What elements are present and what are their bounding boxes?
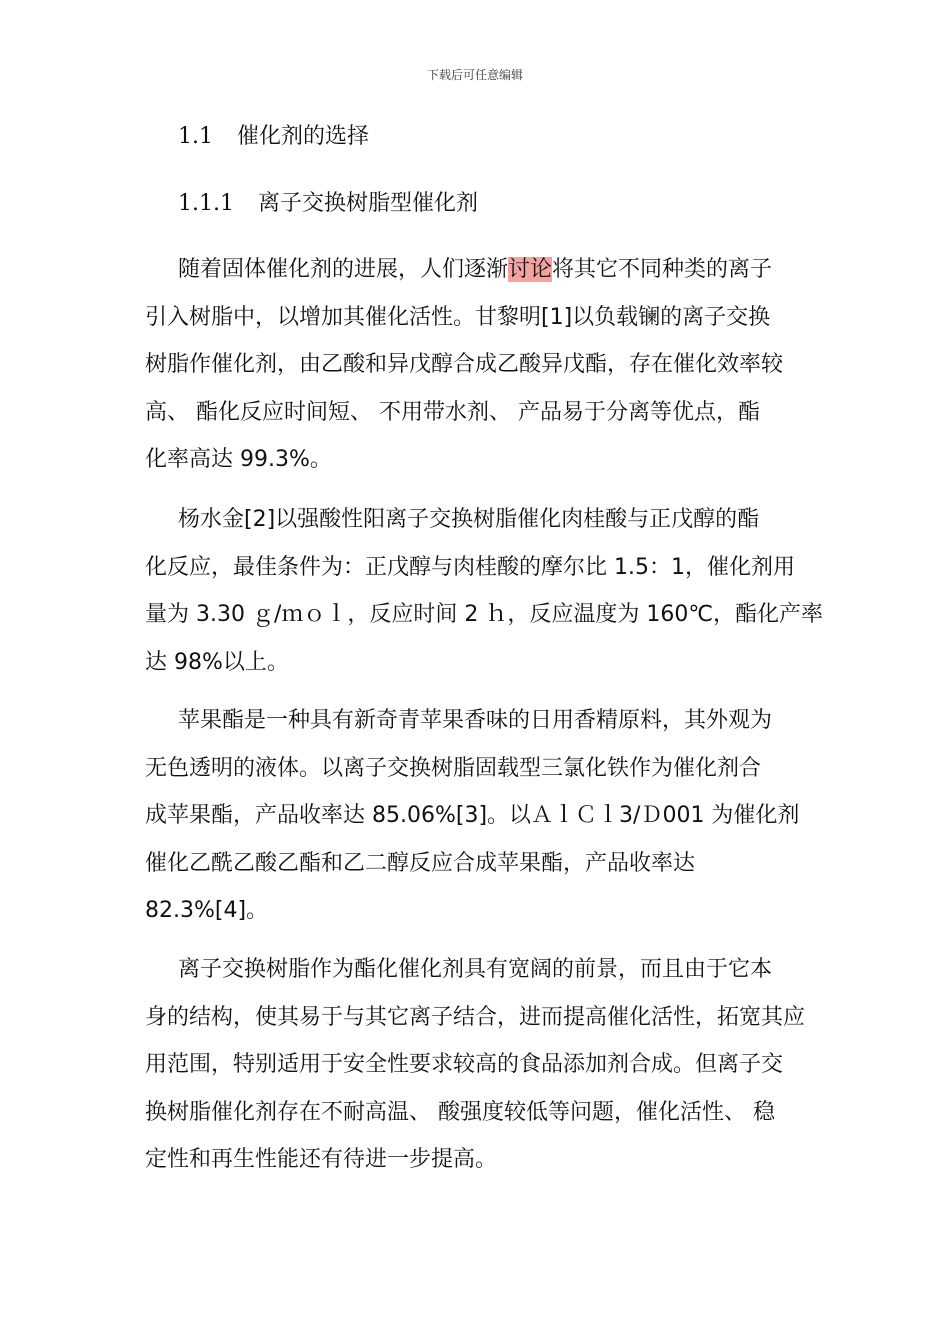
paragraph-line: 换树脂催化剂存在不耐高温、 酸强度较低等问题，催化活性、 稳 xyxy=(145,1099,775,1125)
paragraph-1 xyxy=(145,246,807,484)
section-title: 离子交换树脂型催化剂 xyxy=(257,191,478,216)
section-heading-1-1 xyxy=(178,122,369,152)
paragraph-line: 82.3%[4]。 xyxy=(145,898,269,923)
paragraph-line: 无色透明的液体。以离子交换树脂固载型三氯化铁作为催化剂合 xyxy=(145,755,762,781)
page-header: 下载后可任意编辑 xyxy=(426,68,523,82)
paragraph-line: 苹果酯是一种具有新奇青苹果香味的日用香精原料，其外观为 xyxy=(178,708,773,733)
paragraph-3 xyxy=(145,697,807,935)
section-title: 催化剂的选择 xyxy=(237,124,370,149)
paragraph-2 xyxy=(145,496,824,686)
paragraph-line: 定性和再生性能还有待进一步提高。 xyxy=(145,1147,498,1172)
paragraph-line: 化反应，最佳条件为：正戊醇与肉桂酸的摩尔比 1.5：1，催化剂用 xyxy=(145,554,795,580)
paragraph-line: 化率高达 99.3%。 xyxy=(145,447,332,472)
paragraph-line: 身的结构，使其易于与其它离子结合，进而提高催化活性，拓宽其应 xyxy=(145,1004,806,1030)
paragraph-line: 催化乙酰乙酸乙酯和乙二醇反应合成苹果酯，产品收率达 xyxy=(145,850,696,876)
paragraph-4 xyxy=(145,946,807,1184)
paragraph-line: 随着固体催化剂的进展，人们逐渐讨论将其它不同种类的离子 xyxy=(178,257,773,282)
paragraph-line: 引入树脂中，以增加其催化活性。甘黎明[1]以负载镧的离子交换 xyxy=(145,304,771,330)
section-number: 1.1.1 xyxy=(178,191,234,216)
paragraph-line: 达 98%以上。 xyxy=(145,649,289,675)
paragraph-line: 成苹果酯，产品收率达 85.06%[3]。以ＡｌＣｌ3/Ｄ001 为催化剂 xyxy=(145,803,800,828)
paragraph-line: 树脂作催化剂，由乙酸和异戊醇合成乙酸异戊酯，存在催化效率较 xyxy=(145,352,784,377)
paragraph-line: 量为 3.30 ｇ/ｍｏｌ，反应时间 2 ｈ，反应温度为 160℃，酯化产率 xyxy=(145,602,824,627)
paragraph-line: 用范围，特别适用于安全性要求较高的食品添加剂合成。但离子交 xyxy=(145,1052,784,1077)
highlighted-text: 讨论 xyxy=(508,257,553,282)
section-number: 1.1 xyxy=(178,124,213,149)
section-heading-1-1-1 xyxy=(178,189,478,219)
paragraph-line: 高、 酯化反应时间短、 不用带水剂、 产品易于分离等优点，酯 xyxy=(145,399,760,425)
paragraph-line: 杨水金[2]以强酸性阳离子交换树脂催化肉桂酸与正戊醇的酯 xyxy=(178,507,760,532)
paragraph-line: 离子交换树脂作为酯化催化剂具有宽阔的前景，而且由于它本 xyxy=(178,957,773,982)
